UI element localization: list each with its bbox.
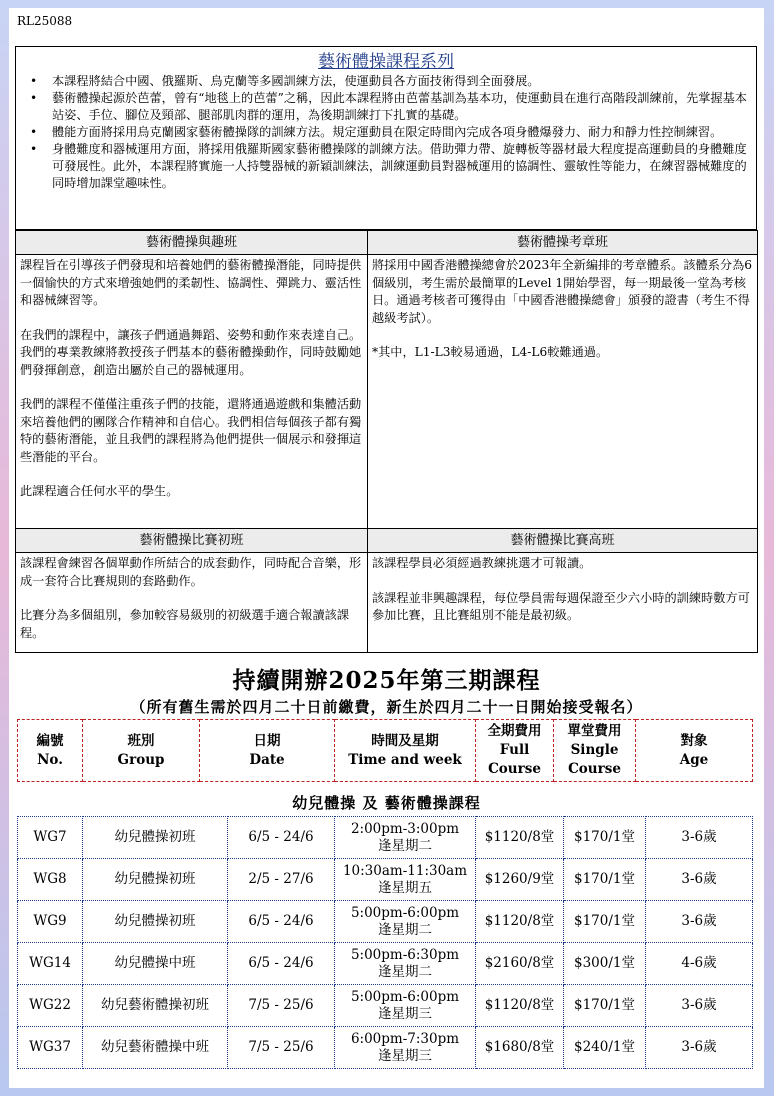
row-single-fee: $300/1堂	[564, 943, 646, 985]
row-time: 5:00pm-6:30pm 逢星期二	[335, 943, 476, 985]
row-group: 幼兒體操初班	[83, 901, 228, 943]
row-full-fee: $2160/8堂	[476, 943, 564, 985]
paragraph: 該課程會練習各個單動作所結合的成套動作，同時配合音樂，形成一套符合比賽規則的套路動作。	[20, 556, 362, 588]
row-date: 2/5 - 27/6	[228, 859, 335, 901]
row-full-fee: $1120/8堂	[476, 817, 564, 859]
header-date: 日期 Date	[200, 720, 335, 782]
row-full-fee: $1120/8堂	[476, 985, 564, 1027]
row-group: 幼兒藝術體操中班	[83, 1027, 228, 1069]
schedule-row	[18, 859, 753, 901]
row-time: 10:30am-11:30am 逢星期五	[335, 859, 476, 901]
row-age: 3-6歲	[646, 817, 753, 859]
row-code: WG7	[18, 817, 83, 859]
row-date: 7/5 - 25/6	[228, 985, 335, 1027]
row-age: 3-6歲	[646, 1027, 753, 1069]
row-full-fee: $1680/8堂	[476, 1027, 564, 1069]
document-code: RL25088	[17, 14, 73, 28]
header-group: 班別 Group	[83, 720, 200, 782]
row-date: 7/5 - 25/6	[228, 1027, 335, 1069]
row-age: 4-6歲	[646, 943, 753, 985]
intro-title: 藝術體操課程系列	[318, 52, 454, 72]
schedule-row	[18, 901, 753, 943]
schedule-row	[18, 985, 753, 1027]
paragraph: 比賽分為多個組別，參加較容易級別的初級選手適合報讀該課程。	[20, 608, 350, 640]
row-group: 幼兒體操中班	[83, 943, 228, 985]
competition-beginner-description	[16, 553, 368, 653]
header-code: 編號 No.	[18, 720, 83, 782]
row-code: WG8	[18, 859, 83, 901]
row-code: WG37	[18, 1027, 83, 1069]
row-date: 6/5 - 24/6	[228, 943, 335, 985]
intro-bullet: • 身體難度和器械運用方面，將採用俄羅斯國家藝術體操隊的訓練方法。借助彈力帶、旋轉板等器材最大程度提高運動員的身體難度可發展性。此外，本課程將實施一人持雙器械的新穎訓練法，訓練運動員對器械運用的協調性、靈敏性等能力，在練習器械難度的同時增加課堂趣味性。	[30, 141, 748, 192]
row-date: 6/5 - 24/6	[228, 817, 335, 859]
header-age: 對象 Age	[636, 720, 753, 782]
row-age: 3-6歲	[646, 859, 753, 901]
row-age: 3-6歲	[646, 985, 753, 1027]
section-title: 幼兒體操 及 藝術體操課程	[292, 794, 481, 812]
header-time: 時間及星期 Time and week	[335, 720, 476, 782]
row-time: 5:00pm-6:00pm 逢星期二	[335, 901, 476, 943]
header-single-fee: 單堂費用 Single Course	[554, 720, 636, 782]
schedule-table	[17, 816, 753, 1069]
row-time: 5:00pm-6:00pm 逢星期三	[335, 985, 476, 1027]
row-group: 幼兒體操初班	[83, 817, 228, 859]
paragraph: 該課程並非興趣課程，每位學員需每週保證至少六小時的訓練時數方可參加比賽，且比賽組別不能是最初級。	[372, 590, 750, 622]
competition-beginner-title: 藝術體操比賽初班	[16, 529, 368, 553]
paragraph: 我們的課程不僅僅注重孩子們的技能，還將通過遊戲和集體活動來培養他們的團隊合作精神和自信心。我們相信每個孩子都有獨特的藝術潛能，並且我們的課程將為他們提供一個展示和發揮這些潛能的平台。	[20, 397, 362, 464]
paragraph: 在我們的課程中，讓孩子們通過舞蹈、姿勢和動作來表達自己。我們的專業教練將教授孩子們基本的藝術體操動作，同時鼓勵她們發揮創意，創造出屬於自己的器械運用。	[20, 327, 362, 377]
header-full-fee: 全期費用 Full Course	[476, 720, 554, 782]
schedule-row	[18, 1027, 753, 1069]
schedule-row	[18, 943, 753, 985]
paragraph: 該課程學員必須經過教練挑選才可報讀。	[372, 556, 592, 570]
intro-bullet: • 體能方面將採用烏克蘭國家藝術體操隊的訓練方法。規定運動員在限定時間內完成各項身體爆發力、耐力和靜力性控制練習。	[30, 124, 748, 141]
row-age: 3-6歲	[646, 901, 753, 943]
term-subtitle: （所有舊生需於四月二十日前繳費，新生於四月二十一日開始接受報名）	[130, 698, 643, 716]
row-group: 幼兒藝術體操初班	[83, 985, 228, 1027]
interest-class-description	[16, 255, 368, 529]
row-full-fee: $1120/8堂	[476, 901, 564, 943]
badge-class-title: 藝術體操考章班	[368, 231, 758, 255]
row-group: 幼兒體操初班	[83, 859, 228, 901]
paragraph: 此課程適合任何水平的學生。	[20, 484, 179, 498]
schedule-row	[18, 817, 753, 859]
competition-advanced-description	[368, 553, 758, 653]
paragraph: 課程旨在引導孩子們發現和培養她們的藝術體操潛能，同時提供一個愉快的方式來增強她們的柔韌性、協調性、彈跳力、靈活性和器械練習等。	[20, 258, 362, 307]
paragraph: 將採用中國香港體操總會於2023年全新編排的考章體系。該體系分為6個級別，考生需於最簡單的Level 1開始學習，每一期最後一堂為考核日。通過考核者可獲得由「中國香港體操總會」頒發的證書（考生不得越級考試）。	[372, 258, 753, 325]
badge-class-description	[368, 255, 758, 529]
row-code: WG9	[18, 901, 83, 943]
row-code: WG14	[18, 943, 83, 985]
row-single-fee: $170/1堂	[564, 985, 646, 1027]
term-title: 持續開辦2025年第三期課程	[232, 667, 541, 694]
row-single-fee: $170/1堂	[564, 817, 646, 859]
intro-bullet-list	[16, 73, 756, 192]
intro-bullet: • 本課程將結合中國、俄羅斯、烏克蘭等多國訓練方法，使運動員各方面技術得到全面發展。	[30, 73, 748, 90]
intro-box	[15, 46, 757, 230]
row-time: 6:00pm-7:30pm 逢星期三	[335, 1027, 476, 1069]
row-single-fee: $170/1堂	[564, 901, 646, 943]
paragraph: *其中，L1-L3較易通過，L4-L6較難通過。	[372, 345, 609, 359]
row-time: 2:00pm-3:00pm 逢星期二	[335, 817, 476, 859]
row-single-fee: $240/1堂	[564, 1027, 646, 1069]
schedule-header	[17, 719, 753, 782]
row-single-fee: $170/1堂	[564, 859, 646, 901]
row-full-fee: $1260/9堂	[476, 859, 564, 901]
intro-bullet: • 藝術體操起源於芭蕾，曾有“地毯上的芭蕾”之稱，因此本課程將由芭蕾基訓為基本功，使運動員在進行高階段訓練前，先掌握基本站姿、手位、腳位及頸部、腿部肌肉群的運用，為後期訓練打下扎實的基礎。	[30, 90, 748, 124]
competition-advanced-title: 藝術體操比賽高班	[368, 529, 758, 553]
document-page	[9, 8, 764, 1088]
course-description-grid	[15, 230, 758, 653]
interest-class-title: 藝術體操與趣班	[16, 231, 368, 255]
row-date: 6/5 - 24/6	[228, 901, 335, 943]
row-code: WG22	[18, 985, 83, 1027]
